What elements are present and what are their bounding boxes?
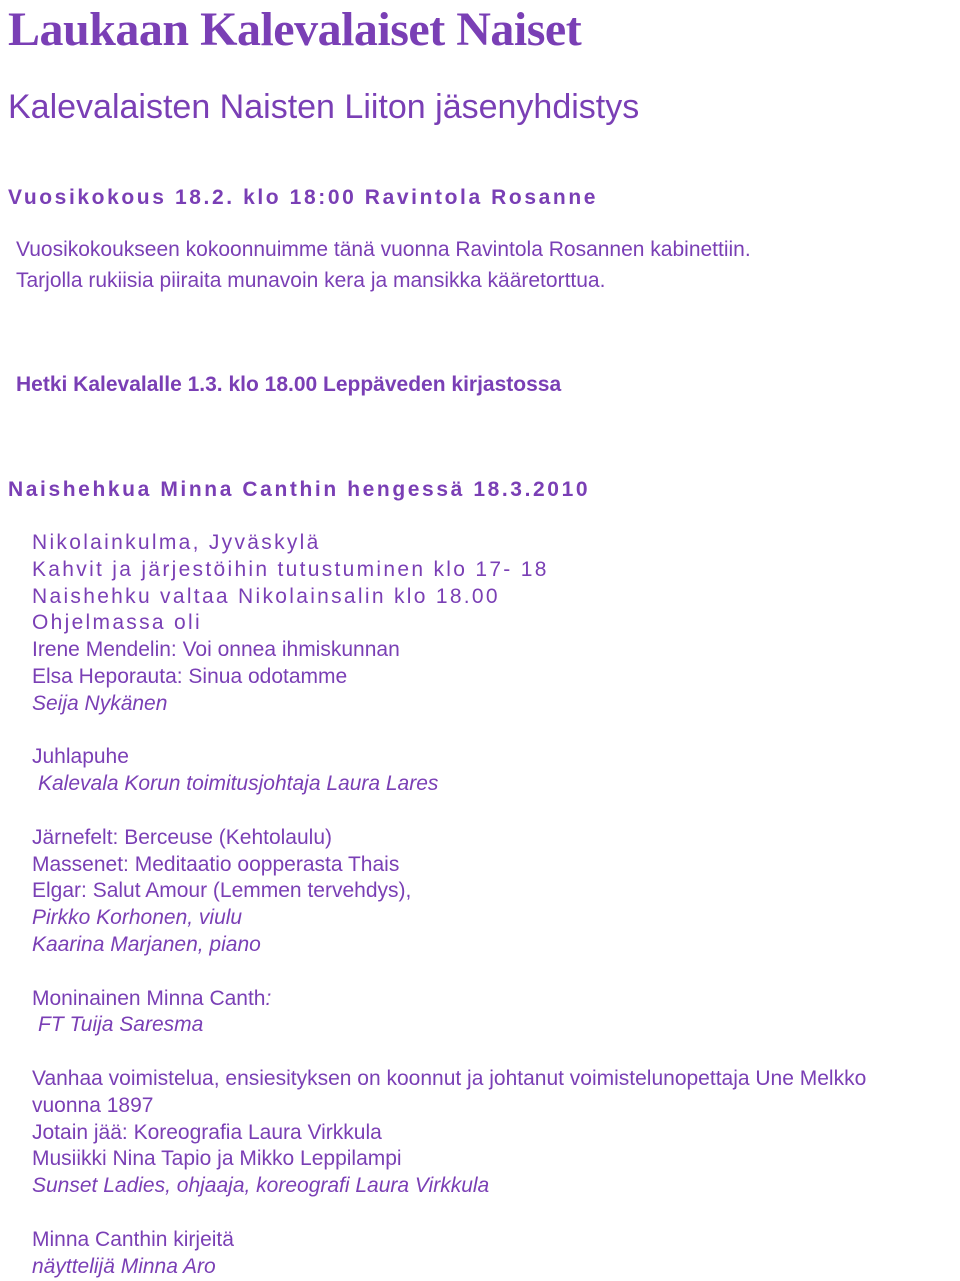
program-canth-speaker: FT Tuija Saresma xyxy=(38,1013,204,1037)
program-gym-line2: vuonna 1897 xyxy=(32,1093,154,1117)
program-gym-line1: Vanhaa voimistelua, ensiesityksen on koonnut ja johtanut voimistelunopettaja Une Melkko xyxy=(32,1066,867,1090)
spacer xyxy=(32,1039,866,1066)
spacer xyxy=(32,798,866,825)
program-canth-title xyxy=(32,986,866,1013)
program-music2: Massenet: Meditaatio oopperasta Thais xyxy=(32,852,400,876)
event3-heading: Naishehkua Minna Canthin hengessä 18.3.2010 xyxy=(8,478,591,501)
program-canth-title-text: Moninainen Minna Canth xyxy=(32,986,266,1010)
spacer xyxy=(32,1200,866,1227)
program-violin: Pirkko Korhonen, viulu xyxy=(32,906,243,930)
program-song2: Elsa Heporauta: Sinua odotamme xyxy=(32,664,348,688)
page-title: Laukaan Kalevalaiset Naiset xyxy=(8,3,582,56)
event3-details xyxy=(32,530,866,1280)
event3-start: Naishehku valtaa Nikolainsalin klo 18.00 xyxy=(32,584,500,608)
program-piano: Kaarina Marjanen, piano xyxy=(32,932,261,956)
program-letters: Minna Canthin kirjeitä xyxy=(32,1227,234,1251)
event3-coffee: Kahvit ja järjestöihin tutustuminen klo 17- 18 xyxy=(32,557,549,581)
program-dance-music: Musiikki Nina Tapio ja Mikko Leppilampi xyxy=(32,1147,402,1171)
event1-text xyxy=(16,237,751,295)
event1-text-line2: Tarjolla rukiisia piiraita munavoin kera ja mansikka kääretorttua. xyxy=(16,268,606,292)
program-singer: Seija Nykänen xyxy=(32,691,168,715)
program-dance-group: Sunset Ladies, ohjaaja, koreografi Laura Virkkula xyxy=(32,1174,490,1198)
page-subtitle: Kalevalaisten Naisten Liiton jäsenyhdistys xyxy=(8,88,640,126)
program-music1: Järnefelt: Berceuse (Kehtolaulu) xyxy=(32,825,332,849)
event1-text-line1: Vuosikokoukseen kokoonnuimme tänä vuonna Ravintola Rosannen kabinettiin. xyxy=(16,238,751,261)
event3-location: Nikolainkulma, Jyväskylä xyxy=(32,531,321,554)
spacer xyxy=(32,718,866,745)
event2-heading: Hetki Kalevalalle 1.3. klo 18.00 Leppäveden kirjastossa xyxy=(16,373,562,396)
program-song1: Irene Mendelin: Voi onnea ihmiskunnan xyxy=(32,638,400,662)
program-actor: näyttelijä Minna Aro xyxy=(32,1254,216,1278)
program-music3: Elgar: Salut Amour (Lemmen tervehdys), xyxy=(32,879,412,903)
program-canth-colon: : xyxy=(265,986,272,1010)
spacer xyxy=(32,959,866,986)
program-dance-title: Jotain jää: Koreografia Laura Virkkula xyxy=(32,1120,382,1144)
program-speaker: Kalevala Korun toimitusjohtaja Laura Lares xyxy=(38,772,439,796)
event3-program-intro: Ohjelmassa oli xyxy=(32,611,202,635)
program-speech: Juhlapuhe xyxy=(32,745,129,769)
event1-heading: Vuosikokous 18.2. klo 18:00 Ravintola Rosanne xyxy=(8,186,599,209)
